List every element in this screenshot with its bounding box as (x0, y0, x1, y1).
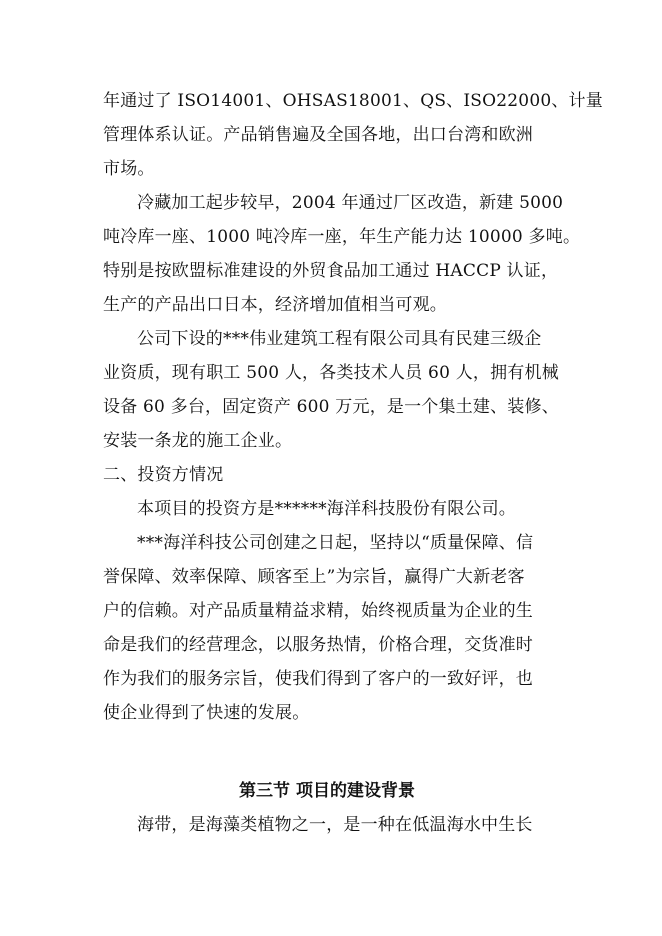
paragraph-kelp (103, 808, 563, 842)
paragraph-company-philosophy (103, 526, 563, 730)
text-line: 户的信赖。对产品质量精益求精，始终视质量为企业的生 (103, 601, 533, 621)
text-line: 本项目的投资方是******海洋科技股份有限公司。 (137, 499, 516, 519)
text-line: 誉保障、效率保障、顾客至上”为宗旨，赢得广大新老客 (103, 567, 525, 587)
spacer (103, 730, 563, 774)
text-line: 年通过了 ISO14001、OHSAS18001、QS、ISO22000、计量 (103, 91, 603, 111)
paragraph-investor (103, 492, 563, 526)
document-page (103, 84, 603, 842)
paragraph-cold-storage (103, 186, 581, 322)
text-line: 命是我们的经营理念，以服务热情，价格合理，交货准时 (103, 635, 533, 655)
text-line: 安装一条龙的施工企业。 (103, 431, 293, 451)
text-line: 管理体系认证。产品销售遍及全国各地，出口台湾和欧洲 (103, 125, 533, 145)
paragraph-certifications (103, 84, 603, 186)
text-line: 市场。 (103, 159, 155, 179)
text-line: 特别是按欧盟标准建设的外贸食品加工通过 HACCP 认证， (103, 261, 559, 281)
text-line: 冷藏加工起步较早，2004 年通过厂区改造，新建 5000 (137, 193, 564, 213)
text-line: 使企业得到了快速的发展。 (103, 703, 310, 723)
text-line: 设备 60 多台，固定资产 600 万元，是一个集土建、装修、 (103, 397, 559, 417)
text-line: 海带，是海藻类植物之一，是一种在低温海水中生长 (137, 815, 533, 835)
subheading-investor: 二、投资方情况 (103, 465, 224, 485)
text-line: 业资质，现有职工 500 人，各类技术人员 60 人，拥有机械 (103, 363, 559, 383)
text-line: ***海洋科技公司创建之日起，坚持以“质量保障、信 (137, 533, 534, 553)
section-heading: 第三节 项目的建设背景 (239, 781, 415, 801)
text-line: 公司下设的***伟业建筑工程有限公司具有民建三级企 (137, 329, 542, 349)
paragraph-construction-company (103, 322, 563, 458)
text-line: 生产的产品出口日本，经济增加值相当可观。 (103, 295, 447, 315)
text-line: 作为我们的服务宗旨，使我们得到了客户的一致好评，也 (103, 669, 533, 689)
text-line: 吨冷库一座、1000 吨冷库一座，年生产能力达 10000 多吨。 (103, 227, 581, 247)
